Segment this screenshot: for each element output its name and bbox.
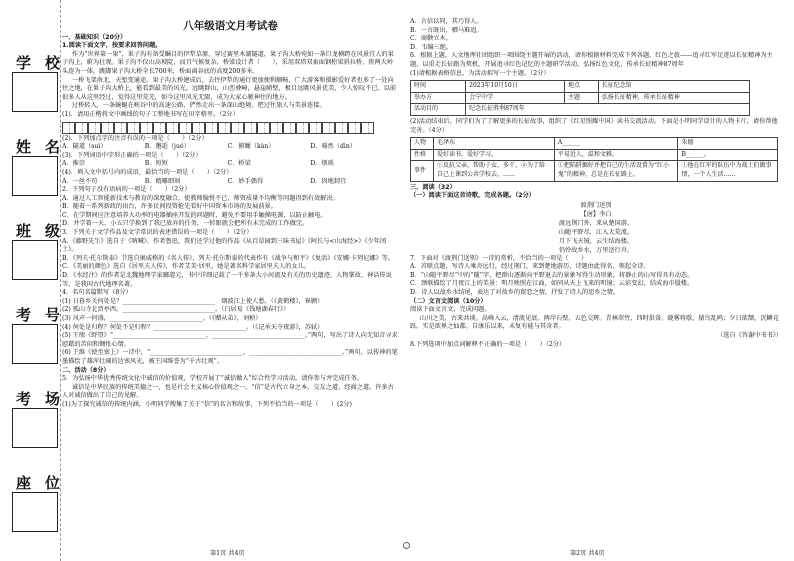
fill-blank[interactable]: (6) 王维《使至塞上》一诗中，“______________________________，______________________________。”两句，以传神的笔墨描绘了雄浑壮阔的边塞风光，被王国维誉为“千古壮观”。 — [62, 349, 398, 365]
question: (4)．填入文中括号内的成语，最恰当的一项是（ ）（2分） — [62, 168, 233, 176]
question: 8.下列选项中加点词解释不正确的一项是（ ）（2分） — [410, 340, 566, 348]
table-cell: 人物 — [411, 138, 434, 150]
poem-title: 渡荆门送别 — [580, 201, 612, 209]
question: 4．名句名篇默写（8分） — [62, 289, 132, 297]
option-d[interactable]: D．韦编三绝。 — [410, 43, 453, 51]
page-2 — [410, 0, 782, 561]
table-cell: 平易近人，温和文雅。 — [554, 149, 678, 161]
option-a[interactable]: A．隧道（suì） — [62, 143, 107, 151]
table-cell: 地点 — [564, 81, 598, 93]
fill-blank[interactable]: (2) 孤山寺北贾亭西，______________________________。（白居易《钱塘湖春行》） — [62, 306, 290, 314]
table-cell: 时间 — [411, 81, 466, 93]
question: 2．下列句子没有语病的一项是（ ）（2分） — [62, 186, 191, 194]
options-row — [62, 143, 399, 152]
option-a[interactable]: A．通过人工智能新技术与教育的深度融合，使教师愉悦不已，师资质量不均衡等问题得到有效解决。 — [62, 194, 339, 202]
box-seat[interactable] — [12, 492, 58, 532]
binding-cut-line — [60, 0, 61, 561]
label-school: 学校 — [16, 54, 75, 72]
activity-table — [410, 80, 750, 116]
label-seat: 座位 — [16, 474, 75, 492]
poem-line: 月下飞天镜，云生结海楼。 — [558, 237, 634, 245]
question: 5．为弘扬中华优秀传统文化中诚信的价值观，学校开展了“诚信做人”综合性学习活动，请你参与并完成任务。 — [62, 375, 364, 383]
option-d[interactable]: D．烦琐 — [310, 160, 334, 168]
option-a[interactable]: A．一丝不苟 — [62, 177, 98, 185]
fill-blank[interactable]: (3) 风声一何盛，______________________________。（《赠从弟》，刘桢） — [62, 315, 262, 322]
option-a[interactable]: A．《藤野先生》选自于《呐喊》，作者鲁迅，我们还学过他的作品《从百草园到三味书屋》《阿长与<山海经>》《少年闰土》。 — [62, 237, 387, 254]
box-class[interactable] — [12, 240, 58, 280]
writing-grid[interactable] — [62, 122, 399, 134]
options-row — [62, 160, 399, 169]
option-a[interactable]: A．首联点题，写诗人乘舟远行，经过荆门，来到楚地游历，诗题由此得名，领起全诗。 — [410, 263, 650, 271]
table-cell: ①把陷阱掘好并把自己的生活设置为“红小鬼”的精神，总是在长征路上。 — [554, 161, 678, 181]
table-cell: 爱好读书，爱好学习。 — [434, 149, 555, 161]
page-footer-1: 第1页 共4页 — [210, 550, 245, 557]
question-heading: 1.阅读下面文字，按要求回答问题。 — [62, 42, 162, 50]
option-a[interactable]: A．言信以同，其乃得人。 — [410, 18, 483, 25]
option-d[interactable]: D．并学着一天，小五只学换到了我已放弃的任务，一转眼就会把所有未完成的工作做完。 — [62, 220, 309, 228]
page-title: 八年级语文月考试卷 — [183, 20, 278, 32]
fill-blank[interactable]: (1) 日暮乡关何处是？______________________________ 烟波江上使人愁。（《黄鹤楼》，崔颢） — [62, 297, 324, 305]
options-row — [62, 178, 399, 187]
option-b[interactable]: B．精雕细刻 — [144, 177, 181, 185]
option-d[interactable]: D．蓦然（dìn） — [310, 143, 357, 151]
table-cell: 2023年10月10日 — [466, 81, 565, 93]
table-cell: ①反抗父亲，帮助子女，多干。②为了给自己上课到公共学校去，…… — [434, 161, 555, 181]
table-cell: ①他在红军的队伍中为战士们做事情，一个人生活…… — [678, 161, 778, 181]
question: (1)请根据表格信息，为活动拟写一个主题。（2分） — [410, 69, 550, 77]
passage: 过桥转入，一条蜿蜒在峡谷中的高速公路，俨然走出一条深山绝境，把过往旅人与美景连接。 — [71, 102, 326, 110]
option-c[interactable]: C．妙手偶得 — [227, 177, 264, 185]
option-c[interactable]: C．俯瞰（kàn） — [227, 143, 275, 151]
table-cell: 纪念长征胜利87周年 — [466, 104, 750, 116]
classical-passage: 山川之美，古来共谈。高峰入云，清流见底。两岸石壁，五色交辉。青林翠竹，四时俱备。晓雾将歇，猿鸟乱鸣；夕日欲颓，沉鳞竞跃。实是欲界之仙都。自康乐以来，未复有能与其奇者。 — [410, 314, 779, 331]
box-school[interactable] — [12, 72, 58, 112]
table-cell: 事件 — [411, 161, 434, 181]
fill-blank[interactable]: (4) 何处是归程？何处不是归程？______________________________。（《记承天寺夜游》，苏轼） — [62, 323, 324, 331]
option-b[interactable]: B．邂逅（jué） — [144, 143, 190, 151]
label-exam-number: 考号 — [16, 306, 75, 324]
option-c[interactable]: C．颈联描绘了月夜江上的美景：明月映照在江面，如同从天上飞来的明镜；云彩变幻，结成海市蜃楼。 — [410, 280, 694, 288]
option-c[interactable]: C．《美丽的颜色》选自《居里夫人传》，作者艾芙·居里，她是著名科学家居里夫人的女儿。 — [62, 263, 310, 271]
passage: 一桥飞架南北，天堑变通途。果子沟大桥建成后，去往伊犁的通行更加便利顺畅，广大游客和摄影爱好者也多了一处向往之地，在果子沟大桥上，能看到最美的风光，远眺群山，山峦叠嶂，悬崖峭壁，极目远眺风景优美，令人惊叹不已。以前很多人从这里经过，觉得这里荒芜，如今这里风光无限，成为大家心驰神往的地方。 — [62, 76, 397, 101]
label-class: 班级 — [16, 222, 75, 240]
option-d[interactable]: D．《水经注》的作者是北魏地理学家郦道元，书中详细记载了一千多条大小河流及有关的历史遗迹、人物掌故、神话传说等，是我国古代地理名著。 — [62, 272, 392, 288]
section-heading: 三、阅读（32） — [410, 183, 456, 191]
option-b[interactable]: B．《列夫·托尔斯泰》节选自奥威格的《名人传》，列夫·托尔斯泰的代表作有《战争与和平》《复活》《安娜·卡列尼娜》等。 — [62, 254, 395, 262]
label-name: 姓名 — [16, 138, 75, 156]
label-exam-room: 考场 — [16, 390, 75, 408]
box-exam-room[interactable] — [12, 408, 58, 448]
table-cell-blank[interactable]: A______ — [554, 138, 678, 150]
subsection-heading: （二）文言文阅读（10分） — [410, 297, 487, 305]
question: 7．下面对《渡荆门送别》一诗的赏析，不恰当的一项是（ ） — [410, 254, 588, 262]
option-c[interactable]: C．在学期间应注意培养大功率的电器插座开发的问题时，避免不要用手触摸电源，以防止触电。 — [62, 211, 327, 219]
option-b[interactable]: B．随着一系列新政的出台，许多民间投资抢先看好中国资本市场的发展前景。 — [62, 203, 277, 211]
poem-line: 仍怜故乡水，万里送行舟。 — [558, 246, 634, 254]
section-heading: 一、基础知识（20分） — [62, 33, 127, 41]
table-cell: 朱德 — [678, 138, 778, 150]
question: (2)．下列加点字的注音有误的一项是（ ）（2分） — [62, 134, 208, 142]
instruction: 阅读下面文言文，完成问题。 — [410, 306, 491, 314]
table-cell: 会宁中学 — [466, 92, 565, 104]
passage: 诚信是中华民族的传统美德之一，也是社会主义核心价值观之一。“信”是古代立身之本，交友之道、经商之道。许多古人对诚信做出了自己的见解。 — [62, 383, 394, 400]
table-cell: 毛泽东 — [434, 138, 555, 150]
passage: 作为“世界第一果”，果子沟有备受瞩目的伊犁草原，穿过赛里木湖隧道，果子沟大桥宛如一条巨龙横跨在风景宜人的果子沟上，蔚为壮观。果子沟不仅山高坡陡，而且气候复杂，桥梁设计者（ ），采用双塔双索面钢桁梁斜拉桥，将两大岭头连为一体。跳脚果子沟大桥全长700米，桥面离谷底的高度200多米。 — [62, 50, 394, 75]
question: (2)活动结束后，同学们为了了解更多的长征故事，组织了《红星照耀中国》读书交流活动。下面是小明同学设计的人物卡片，请你帮他完善。（4分） — [410, 117, 778, 134]
question: 6．根据上题，人文地理社团组织一项围绕主题开展的活动，请你根据材料完成下列各题。红色之旅——追寻红军足迹以长征精神为主题，以重走长征路为契机，开展追寻红色记忆的主题研学活动，弘扬红色文化，传承长征精神87周年 — [410, 52, 773, 68]
option-d[interactable]: D．因地制宜 — [310, 177, 347, 185]
option-c[interactable]: C．桥梁 — [227, 160, 251, 168]
table-cell: 活动目的 — [411, 104, 466, 116]
box-name[interactable] — [12, 156, 58, 196]
box-exam-number[interactable] — [12, 324, 58, 364]
option-d[interactable]: D．诗人以故乡水结尾，表达了对故乡的留恋之情，抒发了诗人的思乡之情。 — [410, 289, 620, 297]
page-1 — [62, 0, 399, 561]
table-cell: 长征纪念馆 — [598, 81, 749, 93]
section-heading: 二、活动（8分） — [62, 366, 110, 374]
table-cell-blank[interactable]: B______。 — [678, 149, 778, 161]
poem-line: 渡远荆门外，来从楚国游。 — [558, 219, 634, 227]
poem-line: 山随平野尽，江入大荒流。 — [558, 228, 634, 236]
option-c[interactable]: C．商鞅立木。 — [410, 35, 452, 43]
option-a[interactable]: A．推崇 — [62, 160, 86, 168]
poem — [410, 201, 782, 255]
option-b[interactable]: B．“山随平野尽”中的“随”字，把群山逐渐向平野退去的景象写得生动形象，将静止的山写得具有动态。 — [410, 271, 694, 279]
table-cell[interactable]: 弘扬长征精神，传承长征精神 — [598, 92, 749, 104]
question: 3．下列关于文学作品及文学常识的表述错误的一项是（ ）（2分） — [62, 229, 253, 237]
subsection-heading: （一）阅读下面这首诗歌，完成各题。（2分） — [410, 192, 535, 200]
poem-author: 【唐】李白 — [580, 210, 612, 218]
fill-blank[interactable]: (5) 王绩《野望》“______________________________，______________________________。”两句，写出了诗人向无知音寻求慰藉的苦闷和惆怅心情。 — [62, 332, 398, 348]
center-dot — [403, 542, 410, 549]
question: (3)．下列词语中字形正确的一项是（ ）（2分） — [62, 151, 202, 159]
question: (1)为了探究诚信的传统内涵，小明同学搜集了关于“信”的名言和故事，下列不恰当的一项是（ ）(2分) — [62, 400, 352, 408]
table-cell: 主题 — [564, 92, 598, 104]
question: (1)．请用正楷将文中画线的句子工整地书写在田字格里。（2分） — [62, 110, 239, 118]
table-cell: 举办方 — [411, 92, 466, 104]
passage-source: （选自《答谢中书书》） — [717, 332, 782, 340]
table-cell: 性格 — [411, 149, 434, 161]
page-footer-2: 第2页 共4页 — [570, 550, 605, 557]
option-b[interactable]: B．一言既出，驷马难追。 — [410, 26, 483, 34]
option-b[interactable]: B．短短 — [144, 160, 168, 168]
character-card-table — [410, 137, 778, 181]
